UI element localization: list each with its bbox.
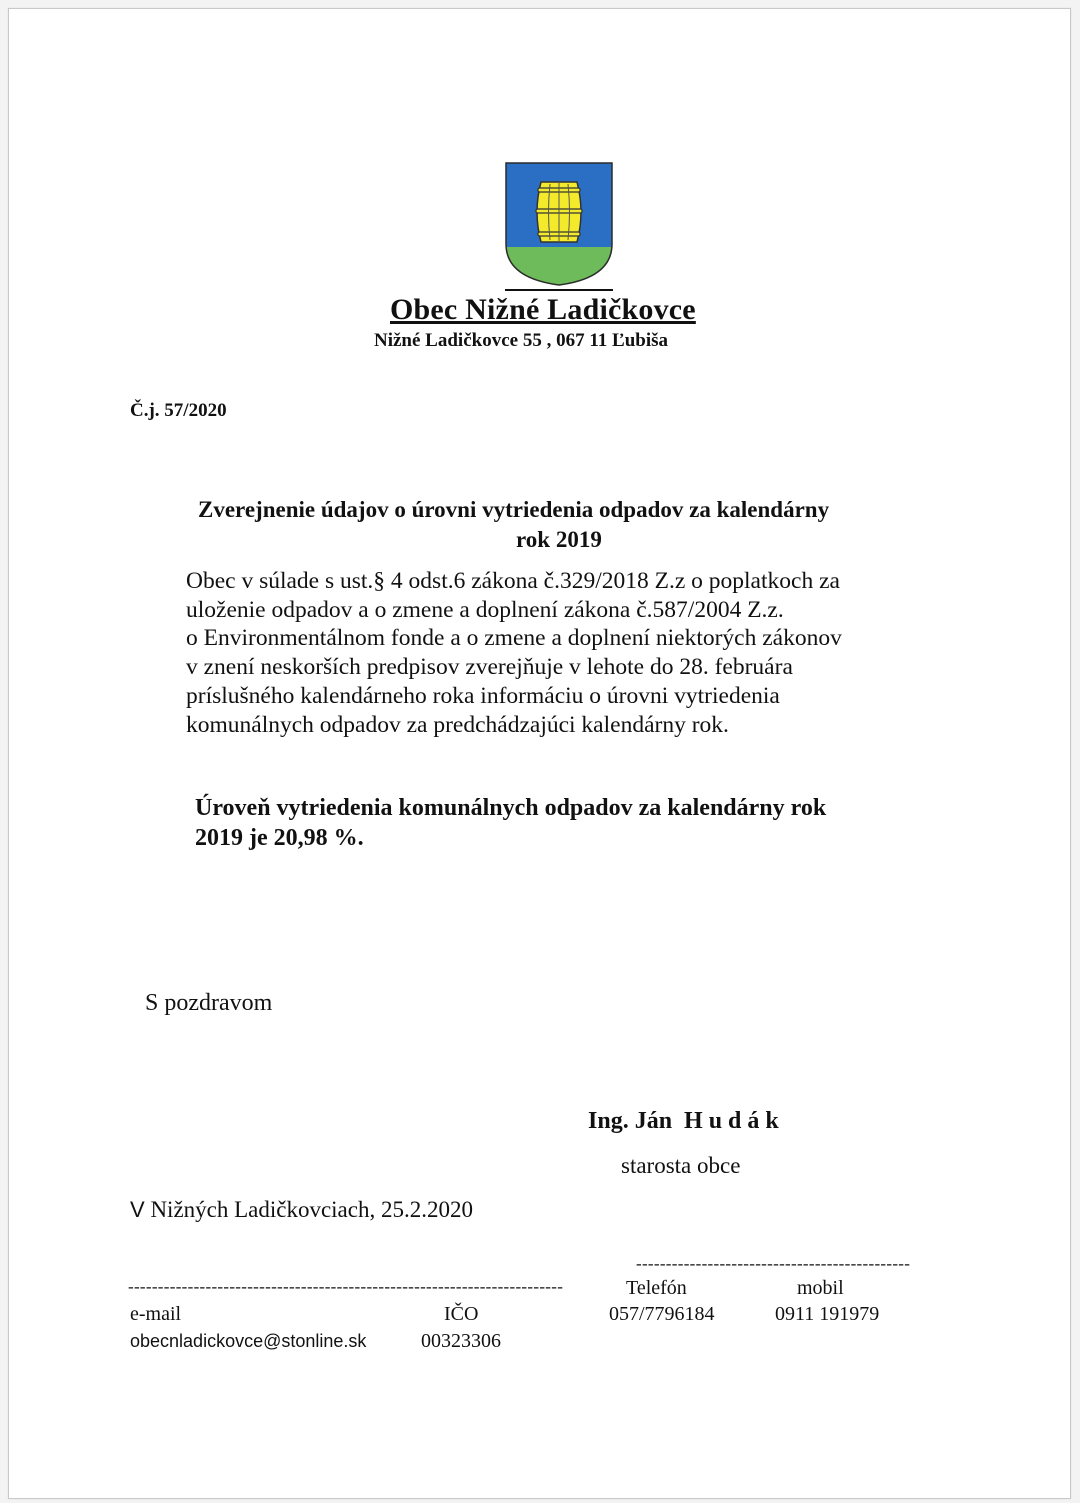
sorting-level-line-1: Úroveň vytriedenia komunálnych odpadov za kalendárny rok [195, 795, 827, 821]
signer-name: Ing. Ján H u d á k [588, 1108, 779, 1134]
body-line: Obec v súlade s ust.§ 4 odst.6 zákona č.329/2018 Z.z o poplatkoch za [186, 568, 840, 594]
municipality-address: Nižné Ladičkovce 55 , 067 11 Ľubiša [374, 330, 668, 351]
place-and-date [130, 1197, 473, 1223]
crest-underline [505, 289, 613, 291]
ico-value: 00323306 [421, 1330, 501, 1352]
phone-label: Telefón [626, 1277, 687, 1299]
footer-separator-right: ---------------------------------------------- [636, 1254, 911, 1273]
footer-separator-left: ------------------------------------------------------------------------- [128, 1277, 564, 1296]
ico-label: IČO [444, 1303, 479, 1325]
body-line: o Environmentálnom fonde a o zmene a doplnení niektorých zákonov [186, 625, 842, 652]
sorting-level-line-2: 2019 je 20,98 %. [195, 825, 364, 851]
body-line: uloženie odpadov a o zmene a doplnení zákona č.587/2004 Z.z. [186, 596, 784, 623]
document-heading-line-1: Zverejnenie údajov o úrovni vytriedenia odpadov za kalendárny [198, 497, 830, 522]
document-heading-line-2: rok 2019 [516, 527, 602, 552]
barrel-icon [536, 182, 582, 242]
place-date-text: Nižných Ladičkovciach, 25.2.2020 [144, 1197, 473, 1222]
mobile-label: mobil [797, 1277, 844, 1299]
body-line: komunálnych odpadov za predchádzajúci kalendárny rok. [186, 711, 729, 738]
body-line: v znení neskorších predpisov zverejňuje v lehote do 28. februára [186, 654, 793, 681]
body-paragraph [186, 567, 842, 739]
mobile-value: 0911 191979 [775, 1303, 880, 1325]
email-value: obecnladickovce@stonline.sk [130, 1331, 367, 1351]
greeting: S pozdravom [145, 990, 273, 1016]
body-line: príslušného kalendárneho roka informáciu o úrovni vytriedenia [186, 682, 780, 709]
phone-value: 057/7796184 [609, 1303, 715, 1325]
place-prefix: V [130, 1197, 145, 1222]
reference-number: Č.j. 57/2020 [130, 400, 227, 421]
coat-of-arms-barrel-icon [505, 162, 613, 286]
municipality-title: Obec Nižné Ladičkovce [390, 293, 696, 326]
email-label: e-mail [130, 1303, 182, 1325]
signer-title: starosta obce [621, 1153, 741, 1178]
